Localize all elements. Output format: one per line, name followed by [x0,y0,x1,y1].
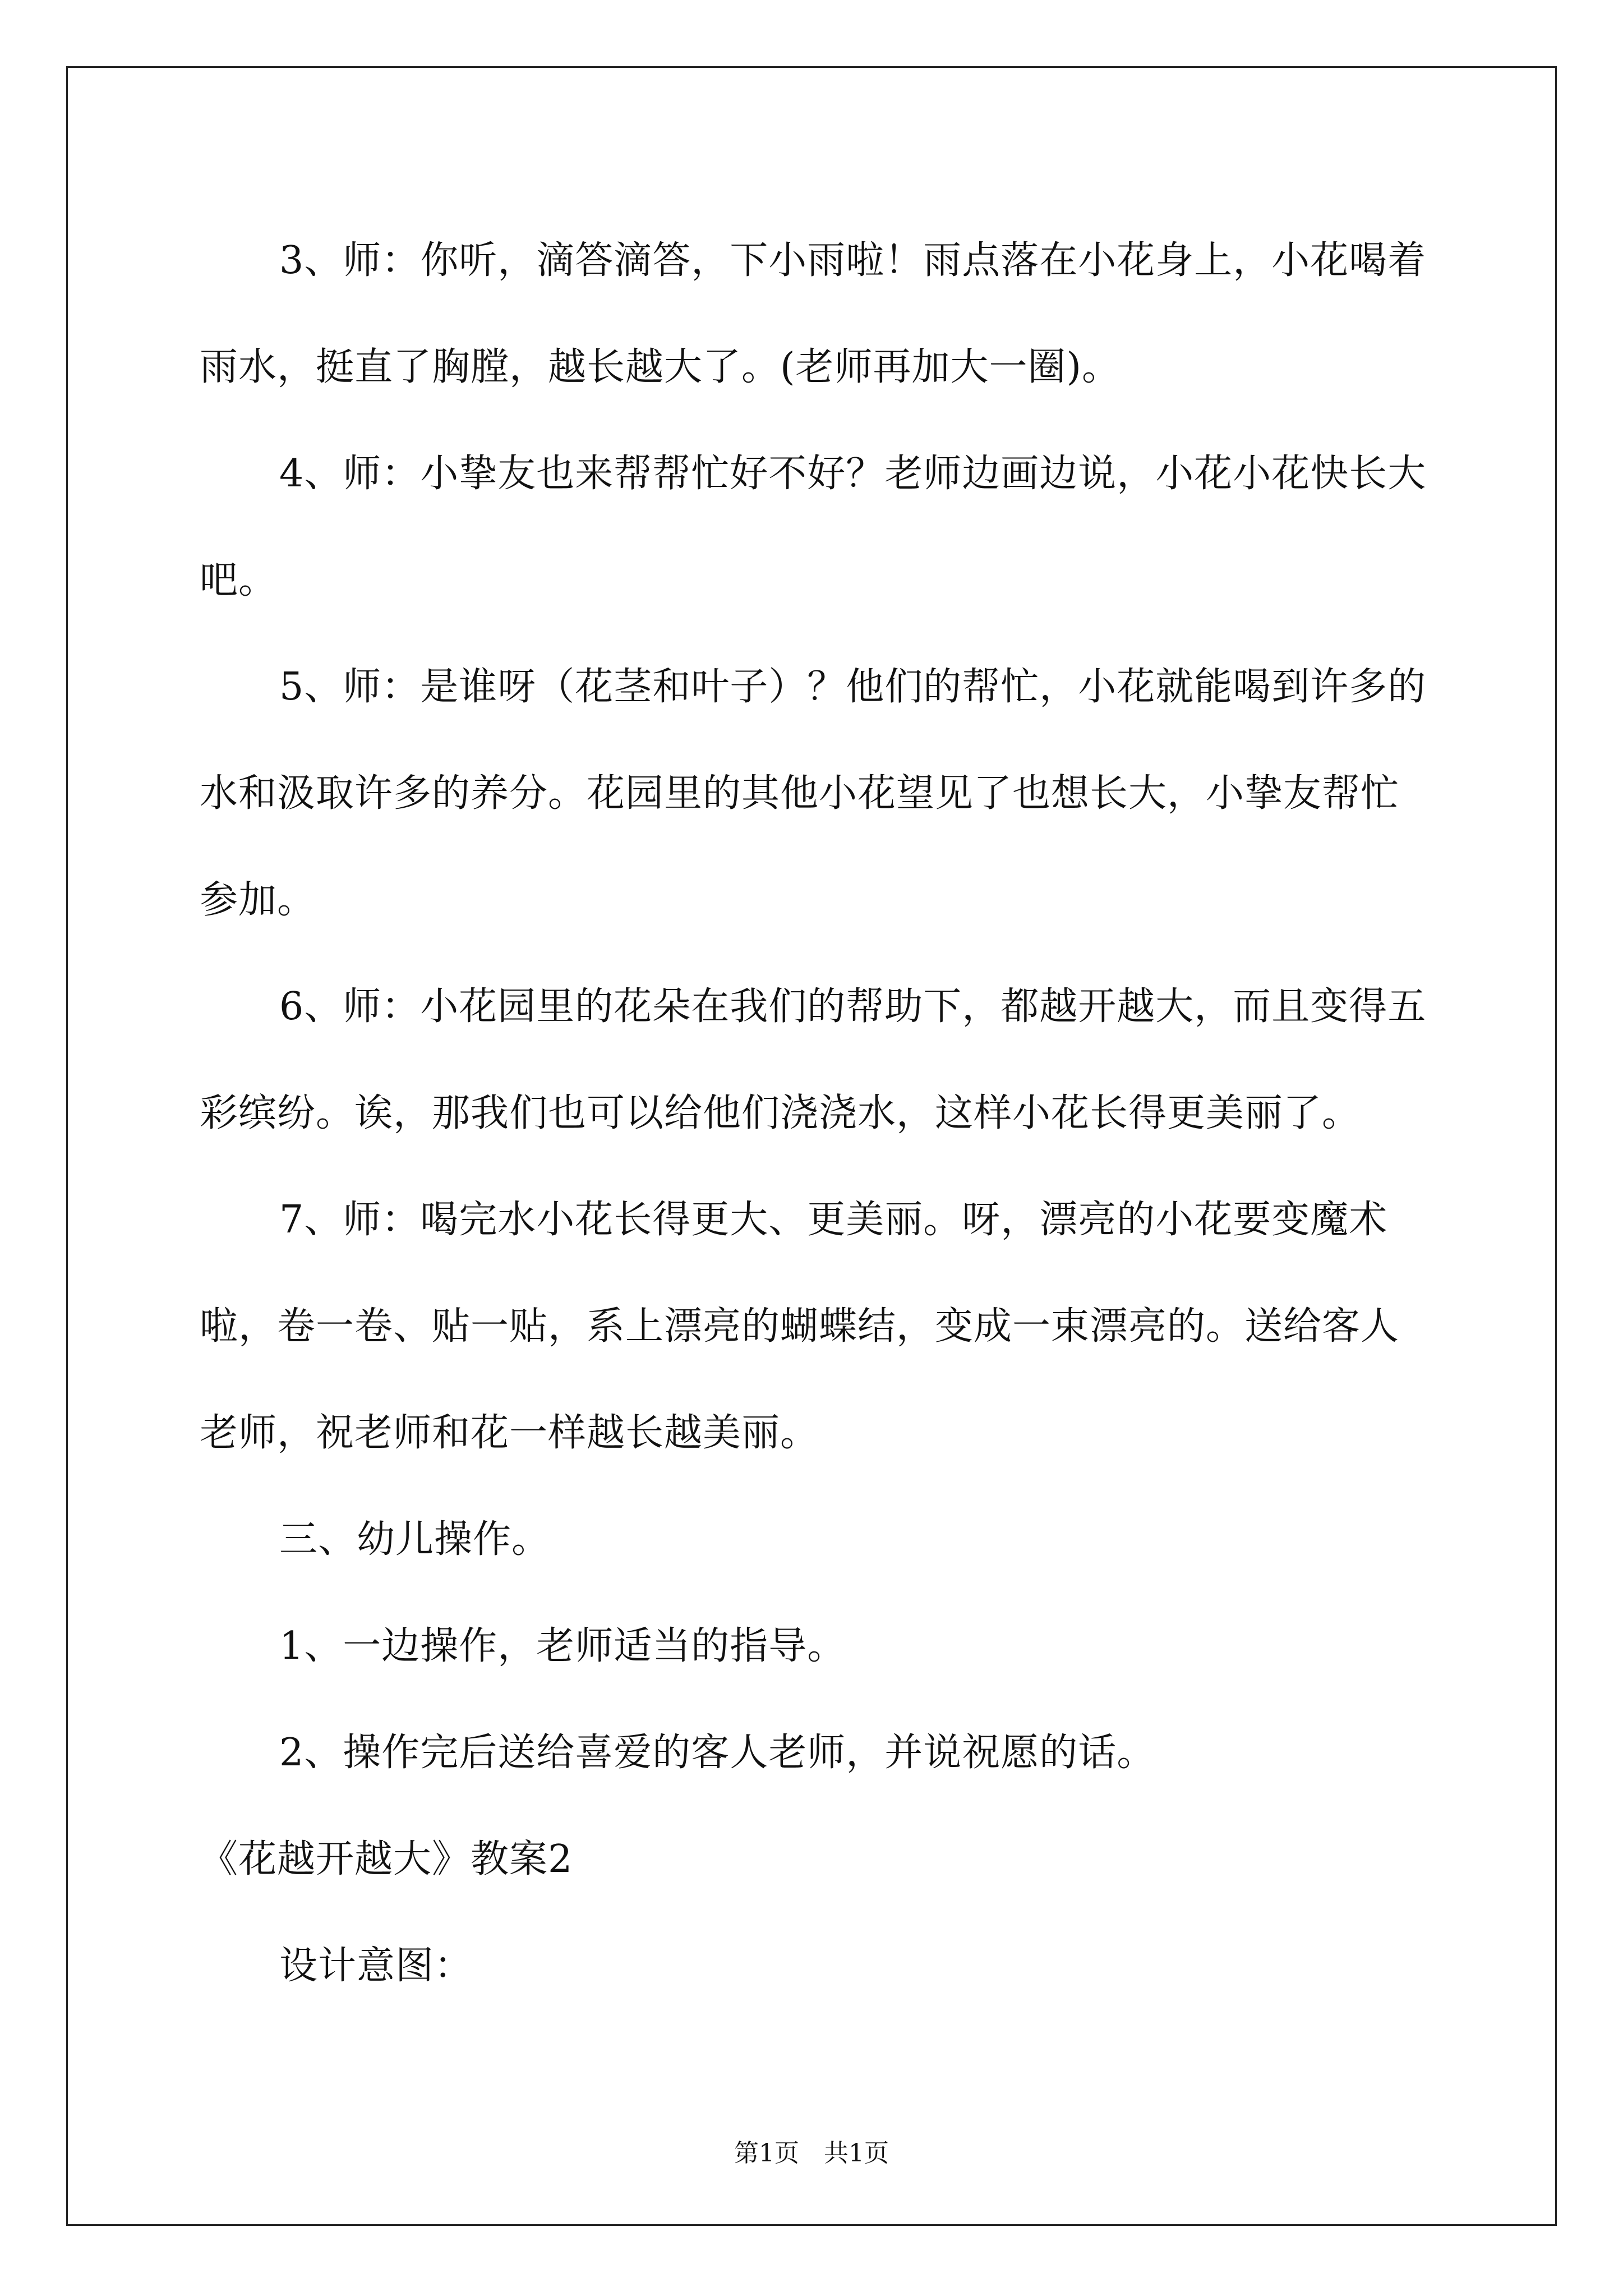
page-number-footer: 第1页 共1页 [734,2139,889,2168]
lesson-plan-title: 《花越开越大》教案2 [200,1837,573,1881]
paragraph-step-5: 5、师：是谁呀（花茎和叶子）？他们的帮忙，小花就能喝到许多的水和汲取许多的养分。花园里的其他小花望见了也想长大，小挚友帮忙参加。 [200,665,1427,922]
document-body [200,208,1436,2019]
paragraph-step-4: 4、师：小挚友也来帮帮忙好不好？老师边画边说，小花小花快长大吧。 [200,452,1427,602]
paragraph-operation-2: 2、操作完后送给喜爱的客人老师，并说祝愿的话。 [279,1731,1156,1775]
design-intent-heading: 设计意图： [279,1944,473,1988]
paragraph-step-7: 7、师：喝完水小花长得更大、更美丽。呀，漂亮的小花要变魔术啦，卷一卷、贴一贴，系上漂亮的蝴蝶结，变成一束漂亮的。送给客人老师，祝老师和花一样越长越美丽。 [200,1198,1400,1455]
section-heading-child-operation: 三、幼儿操作。 [279,1517,551,1562]
paragraph-step-3: 3、师：你听，滴答滴答，下小雨啦！雨点落在小花身上，小花喝着雨水，挺直了胸膛，越长越大了。(老师再加大一圈)。 [200,238,1427,389]
paragraph-step-6: 6、师：小花园里的花朵在我们的帮助下，都越开越大，而且变得五彩缤纷。诶，那我们也可以给他们浇浇水，这样小花长得更美丽了。 [200,984,1427,1135]
paragraph-operation-1: 1、一边操作，老师适当的指导。 [279,1624,846,1668]
